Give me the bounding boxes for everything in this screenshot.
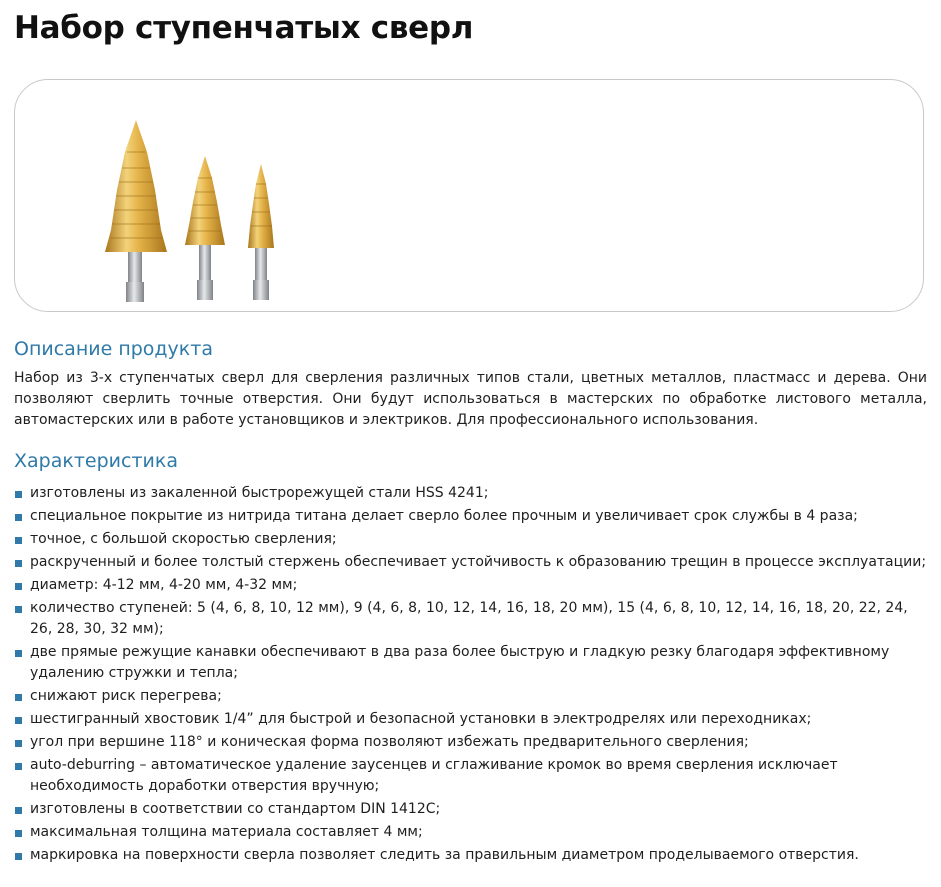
bullet-square-icon [15,740,22,747]
list-item [14,799,929,820]
list-item-text: auto-deburring – автоматическое удаление заусенцев и сглаживание кромок во время сверления исключает необходимость доработки отверстия вручную; [30,757,838,794]
bullet-square-icon [15,853,22,860]
list-item-text: две прямые режущие канавки обеспечивают в два раза более быструю и гладкую резку благодаря эффективному удалению стружки и тепла; [30,644,890,681]
list-item-text: маркировка на поверхности сверла позволяет следить за правильным диаметром проделываемого отверстия. [30,847,859,863]
list-item-text: снижают риск перегрева; [30,688,222,704]
list-item-text: диаметр: 4-12 мм, 4-20 мм, 4-32 мм; [30,577,298,593]
list-item [14,575,929,596]
list-item-text: специальное покрытие из нитрида титана делает сверло более прочным и увеличивает срок службы в 4 раза; [30,508,858,524]
bullet-square-icon [15,491,22,498]
list-item [14,598,929,640]
list-item [14,845,929,866]
list-item [14,686,929,707]
bullet-square-icon [15,606,22,613]
list-item [14,552,929,573]
medium-step-drill-icon [185,156,225,300]
step-drill-set-image [15,80,924,312]
list-item-text: шестигранный хвостовик 1/4” для быстрой и безопасной установки в электродрелях или переходниках; [30,711,812,727]
list-item [14,755,929,797]
bullet-square-icon [15,650,22,657]
bullet-square-icon [15,807,22,814]
page-title: Набор ступенчатых сверл [14,10,474,46]
list-item-text: точное, с большой скоростью сверления; [30,531,337,547]
bullet-square-icon [15,583,22,590]
bullet-square-icon [15,694,22,701]
bullet-square-icon [15,830,22,837]
list-item [14,529,929,550]
characteristics-list [14,483,929,868]
list-item-text: количество ступеней: 5 (4, 6, 8, 10, 12 мм), 9 (4, 6, 8, 10, 12, 14, 16, 18, 20 мм), 15 (4, 6, 8, 10, 12, 14, 16, 18, 20, 22, 24, 26, 28, 30, 32 мм); [30,600,908,637]
bullet-square-icon [15,560,22,567]
list-item-text: раскрученный и более толстый стержень обеспечивает устойчивость к образованию трещин в процессе эксплуатации; [30,554,927,570]
bullet-square-icon [15,537,22,544]
list-item [14,642,929,684]
list-item-text: изготовлены в соответствии со стандартом DIN 1412C; [30,801,441,817]
list-item-text: изготовлены из закаленной быстрорежущей стали HSS 4241; [30,485,489,501]
bullet-square-icon [15,763,22,770]
large-step-drill-icon [97,120,167,302]
product-image-frame [14,79,924,312]
list-item [14,483,929,504]
description-text: Набор из 3-х ступенчатых сверл для сверления различных типов стали, цветных металлов, пластмасс и дерева. Они позволяют сверлить точные отверстия. Они будут использоваться в мастерских по обработке листового металла, автомастерских или в работе установщиков и электриков. Для профессионального использования. [14,370,927,428]
small-step-drill-icon [248,164,274,300]
list-item [14,506,929,527]
list-item [14,732,929,753]
description-heading: Описание продукта [14,338,213,360]
characteristics-heading: Характеристика [14,450,178,472]
list-item [14,709,929,730]
bullet-square-icon [15,717,22,724]
list-item-text: максимальная толщина материала составляет 4 мм; [30,824,423,840]
list-item [14,822,929,843]
list-item-text: угол при вершине 118° и коническая форма позволяют избежать предварительного сверления; [30,734,749,750]
bullet-square-icon [15,514,22,521]
